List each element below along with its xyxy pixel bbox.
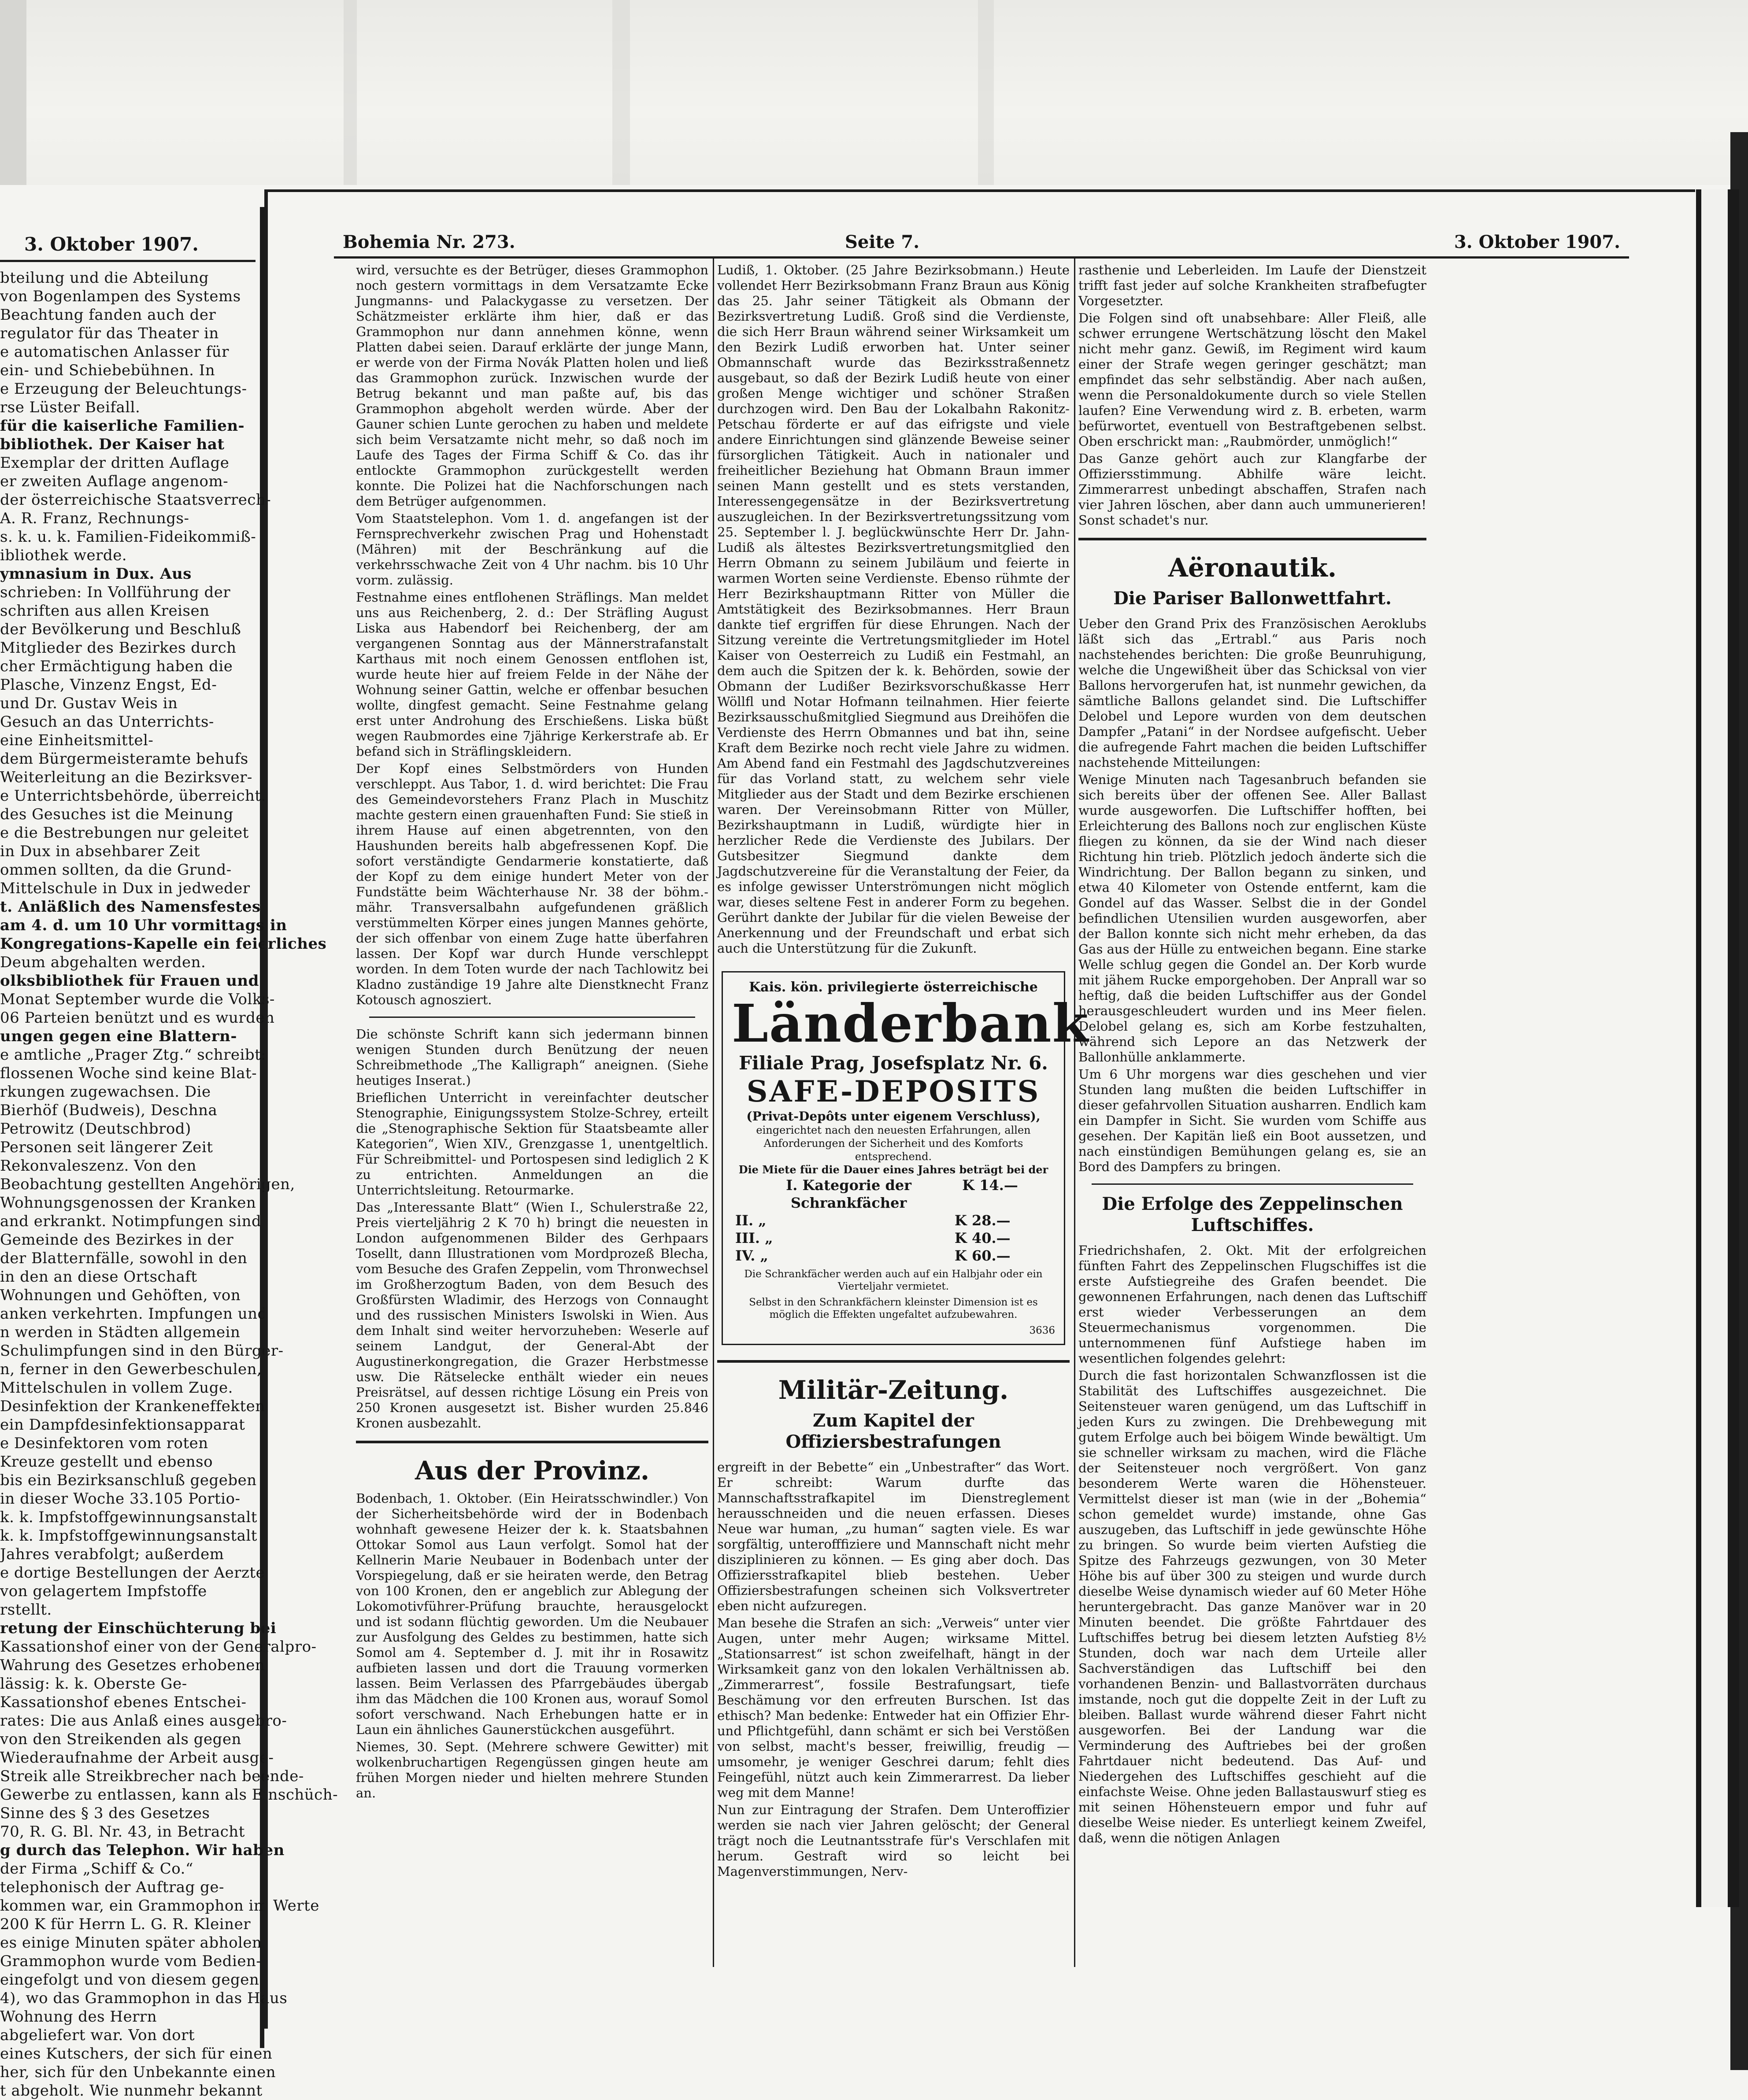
left-page-line: Kongregations-Kapelle ein feierliches	[0, 935, 327, 953]
left-page-line: lässig: k. k. Oberste Ge-	[0, 1675, 187, 1693]
left-page-line: bteilung und die Abteilung	[0, 269, 209, 287]
article-zeppelin: Durch die fast horizontalen Schwanzflossen ist die Stabilität des Luftschiffes ausgezeichnet. Die Seitensteuer waren genügend, um das Luftschiff in jeden Kurs zu zwingen. Die Drehbewegung mit gutem Erfolge auch bei böigem Winde bewältigt. Um sie schneller wirksam zu machen, wird die Fläche der Seitensteuer noch vergrößert. Von ganz besonderem Werte waren die Höhensteuer. Vermittelst dieser ist man (wie in der „Bohemia“ schon gemeldet wurde) imstande, ohne Gas auszugeben, das Luftschiff in jede gewünschte Höhe zu bringen. So wurde beim vierten Aufstieg die Spitze des Fahrzeugs gezwungen, von 30 Meter Höhe bis auf über 300 zu steigen und wurde durch dieselbe Weise dynamisch wieder auf 60 Meter Höhe heruntergebracht. Das ganze Manöver war in 20 Minuten beendet. Die größte Fahrtdauer des Luftschiffes betrug bei diesem letzten Aufstieg 8½ Stunden, doch war nach dem Urteile aller Sachverständigen das Luftschiff bei den vorhandenen Benzin- und Ballastvorräten durchaus imstande, noch gut die doppelte Zeit in der Luft zu bleiben. Ballast wurde während dieser Fahrt nicht ausgeworfen. Bei der Landung war die Verminderung des Auftriebes bei der großen Fahrtdauer nicht bedeutend. Das Auf- und Niedergehen des Luftschiffes geschieht auf die einfachste Weise. Ohne jeden Ballastauswurf stieg es mit seinen Höhensteuern empor und fuhr auf dieselbe Weise nieder. Es unterliegt keinem Zweifel, daß, wenn die nötigen Anlagen	[1078, 1368, 1426, 1845]
left-page-line: bis ein Bezirksanschluß gegeben	[0, 1471, 257, 1489]
left-page-line: rstellt.	[0, 1601, 52, 1619]
left-page-line: rkungen zugewachsen. Die	[0, 1083, 211, 1101]
left-page-line: e dortige Bestellungen der Aerzte	[0, 1564, 265, 1582]
article-offiziersbestrafungen: Nun zur Eintragung der Strafen. Dem Unteroffizier werden sie nach vier Jahren gelöscht; der General trägt noch die Leutnantsstrafe für's Verschlafen mit herum. Gestraft wird so leicht bei Magenverstimmungen, Nerv-	[717, 1802, 1070, 1879]
left-header-rule	[0, 260, 256, 262]
separator	[1092, 1183, 1413, 1185]
scan-stripe	[978, 0, 994, 185]
section-title-provinz: Aus der Provinz.	[415, 1456, 650, 1486]
separator	[1078, 538, 1426, 540]
ad-line: Selbst in den Schrankfächern kleinster Dimension ist es möglich die Effekten ungefaltet aufzubewahren.	[749, 1297, 1038, 1320]
left-page	[0, 207, 338, 2100]
header-date: 3. Oktober 1907.	[1454, 232, 1620, 252]
left-page-line: s. k. u. k. Familien-Fideikommiß-	[0, 528, 256, 546]
left-page-line: kommen war, ein Grammophon im Werte	[0, 1897, 319, 1915]
left-page-line: olksbibliothek für Frauen und	[0, 972, 259, 990]
article-title-ballonwettfahrt: Die Pariser Ballonwettfahrt.	[1113, 588, 1392, 609]
left-page-line: Monat September wurde die Volks-	[0, 991, 275, 1008]
left-page-line: e die Bestrebungen nur geleitet	[0, 824, 249, 842]
left-page-line: Exemplar der dritten Auflage	[0, 454, 230, 472]
column-2	[717, 262, 1089, 1879]
left-page-line: A. R. Franz, Rechnungs-	[0, 510, 189, 527]
ad-category: II. „	[735, 1212, 767, 1229]
ad-price-row	[732, 1212, 1055, 1229]
notice-schrift: Die schönste Schrift kann sich jedermann binnen wenigen Stunden durch Benützung der neuen Schreibmethode „The Kalligraph“ aneignen. (Siehe heutiges Inserat.)	[356, 1027, 708, 1088]
ad-category: III. „	[735, 1230, 773, 1246]
notice-unterricht: Brieflichen Unterricht in vereinfachter deutscher Stenographie, Einigungssystem Stolze-Schrey, erteilt die „Stenographische Sektion für Staatsbeamte aller Kategorien“, Wien XIV., Grenzgasse 1, unentgeltlich. Für Schreibmittel- und Portospesen sind lediglich 2 K zu entrichten. Anmeldungen an die Unterrichtsleitung. Retourmarke.	[356, 1090, 708, 1198]
left-page-line: der Bevölkerung und Beschluß	[0, 621, 241, 638]
left-page-line: Jahres verabfolgt; außerdem	[0, 1545, 224, 1563]
left-page-line: e Erzeugung der Beleuchtungs-	[0, 380, 247, 398]
article-offiziersbestrafungen-cont: Das Ganze gehört auch zur Klangfarbe der Offiziersstimmung. Abhilfe wäre leicht. Zimmerarrest unbedingt abschaffen, Strafen nach vier Jahren löschen, aber dann auch ummunerieren! Sonst schadet's nur.	[1078, 451, 1426, 528]
article-title-offiziersbestrafungen: Zum Kapitel der Offiziersbestrafungen	[785, 1410, 1001, 1452]
column-3	[1078, 262, 1426, 1846]
left-page-line: in den an diese Ortschaft	[0, 1268, 197, 1286]
left-page-line: Weiterleitung an die Bezirksver-	[0, 769, 252, 786]
left-page-line: der österreichische Staatsverrech-	[0, 491, 271, 509]
separator	[356, 1441, 708, 1443]
article-offiziersbestrafungen-cont: rasthenie und Leberleiden. Im Laufe der Dienstzeit trifft fast jeder auf solche Krankheiten strafbefugter Vorgesetzter.	[1078, 262, 1426, 308]
left-page-line: Wiederaufnahme der Arbeit ausge-	[0, 1749, 274, 1767]
left-page-line: e Desinfektoren vom roten	[0, 1435, 208, 1452]
left-page-line: rates: Die aus Anlaß eines ausgebro-	[0, 1712, 287, 1730]
left-page-line: 200 K für Herrn L. G. R. Kleiner	[0, 1915, 251, 1933]
scan-stripe	[344, 0, 357, 185]
left-page-line: es einige Minuten später abholen	[0, 1934, 262, 1952]
left-page-column	[0, 269, 338, 2100]
separator	[717, 1360, 1070, 1363]
left-page-line: eine Einheitsmittel-	[0, 732, 154, 749]
left-page-line: ein Dampfdesinfektionsapparat	[0, 1416, 245, 1434]
left-page-line: g durch das Telephon. Wir haben	[0, 1841, 285, 1859]
book-page-edges	[1696, 189, 1739, 1907]
article-title-zeppelin: Die Erfolge des Zeppelinschen Luftschiffes.	[1102, 1194, 1403, 1235]
left-page-line: Streik alle Streikbrecher nach beende-	[0, 1767, 304, 1785]
article-festnahme: Festnahme eines entflohenen Sträflings. Man meldet uns aus Reichenberg, 2. d.: Der Sträfling August Liska aus Habendorf bei Reichenberg, der am vergangenen Sonntag aus der Männerstrafanstalt Karthaus mit noch einem Genossen entflohen ist, wurde heute hier auf freiem Felde in der Nähe der Wohnung seiner Gattin, welche er offenbar besuchen wollte, dingfest gemacht. Seine Festnahme gelang erst unter Androhung des Erschießens. Liska büßt wegen Raubmordes eine 7jährige Kerkerstrafe ab. Er befand sich in Sträflingskleidern.	[356, 590, 708, 759]
left-page-line: ein- und Schiebebühnen. In	[0, 362, 215, 379]
article-ballonwettfahrt: Ueber den Grand Prix des Französischen Aeroklubs läßt sich das „Ertrabl.“ aus Paris noch nachstehendes berichten: Die große Beunruhigung, welche die Ungewißheit über das Schicksal von vier Ballons hervorgerufen hat, ist nunmehr gewichen, da sämtliche Ballons gelandet sind. Die Luftschiffer Delobel und Lepore wurden von dem deutschen Dampfer „Patani“ in der Nordsee aufgefischt. Ueber die aufregende Fahrt machen die beiden Luftschiffer nachstehende Mitteilungen:	[1078, 616, 1426, 770]
left-page-line: t. Anläßlich des Namensfestes	[0, 898, 261, 916]
left-page-line: her, sich für den Unbekannte einen	[0, 2063, 276, 2081]
left-page-line: Mitglieder des Bezirkes durch	[0, 639, 237, 657]
header-page-number: Seite 7.	[845, 232, 920, 252]
left-page-line: Beachtung fanden auch der	[0, 306, 216, 324]
left-page-line: rse Lüster Beifall.	[0, 399, 141, 416]
left-page-line: flossenen Woche sind keine Blat-	[0, 1065, 257, 1082]
left-page-line: für die kaiserliche Familien-	[0, 417, 245, 435]
scan-background-top	[0, 0, 1748, 185]
left-page-line: Wohnungen und Gehöften, von	[0, 1287, 241, 1304]
ad-code: 3636	[1029, 1325, 1055, 1336]
left-page-line: Plasche, Vinzenz Engst, Ed-	[0, 676, 217, 694]
column-rule	[713, 258, 714, 1967]
ad-line: eingerichtet nach den neuesten Erfahrungen, allen Anforderungen der Sicherheit und des Komforts entsprechend.	[756, 1124, 1031, 1163]
left-page-line: and erkrankt. Notimpfungen sind	[0, 1213, 262, 1230]
right-page	[264, 189, 1695, 2029]
ad-price: K 14.—	[962, 1177, 1018, 1194]
article-offiziersbestrafungen-cont: Die Folgen sind oft unabsehbare: Aller Fleiß, alle schwer errungene Wertschätzung löscht den Makel nicht mehr ganz. Gewiß, im Regiment wird kaum einer der Strafe wegen geringer geschätzt; man empfindet das sehr selbständig. Aber nach außen, wenn die Personaldokumente durch so viele Stellen laufen? Eine Verwendung wird z. B. erbeten, warm befürwortet, eventuell von Bestraftgebenen selbst. Oben erschrickt man: „Raubmörder, unmöglich!“	[1078, 311, 1426, 449]
ad-price-row	[732, 1229, 1055, 1247]
left-page-line: eingefolgt und von diesem gegen	[0, 1971, 259, 1989]
ad-line: (Privat-Depôts unter eigenem Verschluss),	[746, 1109, 1041, 1124]
separator	[369, 1017, 695, 1018]
article-ludiss: Ludiß, 1. Oktober. (25 Jahre Bezirksobmann.) Heute vollendet Herr Bezirksobmann Franz Braun aus König das 25. Jahr seiner Tätigkeit als Obmann der Bezirksvertretung Ludiß. Groß sind die Verdienste, die sich Herr Braun während seiner Wirksamkeit um den Bezirk Ludiß erworben hat. Unter seiner Obmannschaft wurde das Bezirksstraßennetz ausgebaut, so daß der Bezirk Ludiß heute von einer großen Menge wichtiger und schöner Straßen durchzogen wird. Den Bau der Lokalbahn Rakonitz-Petschau förderte er auf das eifrigste und viele andere Einrichtungen sind glänzende Beweise seiner fürsorglichen Tätigkeit. Auch in nationaler und freiheitlicher Beziehung hat Obmann Braun immer seinen Mann gestellt und es stets verstanden, Interessengegensätze in der Bezirksvertretung auszugleichen. In der Bezirksvertretungssitzung vom 25. September l. J. beglückwünschte Herr Dr. Jahn-Ludiß als ältestes Bezirksvertretungsmitglied den Herrn Obmann zu seinem Jubiläum und feierte in warmen Worten seine Verdienste. Ebenso rühmte der Herr Bezirkshauptmann Ritter von Müller die Amtstätigkeit des Bezirksobmannes. Herr Braun dankte tief ergriffen für diese Ehrungen. Nach der Sitzung vereinte die Vertretungsmitglieder im Hotel Kaiser von Oesterreich zu Ludiß ein Festmahl, an dem auch die Spitzen der k. k. Behörden, sowie der Obmann der Ludißer Bezirksvorschußkasse Herr Wöllfl und Notar Hofmann teilnahmen. Hier feierte Bezirksausschußmitglied Siegmund aus Dreihöfen die Verdienste des Herrn Obmannes und bat ihn, seine Kraft dem Bezirke noch recht viele Jahre zu widmen. Am Abend fand ein Festmahl des Jagdschutzvereines für das Vorland statt, zu welchem sehr viele Mitglieder aus der Stadt und dem Bezirke erschienen waren. Der Vereinsobmann Ritter von Müller, Bezirkshauptmann in Ludiß, würdigte hier in herzlicher Rede die Verdienste des Jubilars. Der Gutsbesitzer Siegmund dankte dem Jagdschutzvereine für die Veranstaltung der Feier, da es infolge gewisser Unterströmungen nicht möglich war, dieses seltene Fest in anderer Form zu begehen. Gerührt dankte der Jubilar für die vielen Beweise der Anerkennung und der Freundschaft und erbat sich auch die Unterstützung für die Zukunft.	[717, 262, 1070, 956]
ad-category: IV. „	[735, 1247, 768, 1264]
left-page-line: und Dr. Gustav Weis in	[0, 695, 178, 712]
left-page-line: der Firma „Schiff & Co.“	[0, 1860, 193, 1878]
section-title-militaer: Militär-Zeitung.	[778, 1375, 1009, 1405]
left-page-line: Sinne des § 3 des Gesetzes	[0, 1804, 210, 1822]
left-page-line: Petrowitz (Deutschbrod)	[0, 1120, 191, 1138]
left-page-line: von den Streikenden als gegen	[0, 1730, 241, 1748]
ad-category: I. Kategorie der Schrankfächer	[786, 1177, 912, 1211]
header-rule	[334, 256, 1629, 259]
column-rule	[1074, 258, 1075, 1967]
left-page-line: bibliothek. Der Kaiser hat	[0, 436, 225, 453]
left-page-line: in dieser Woche 33.105 Portio-	[0, 1490, 241, 1508]
left-page-line: 70, R. G. Bl. Nr. 43, in Betracht	[0, 1823, 245, 1841]
left-page-line: Deum abgehalten werden.	[0, 954, 206, 971]
left-page-line: Grammophon wurde vom Bedien-	[0, 1952, 262, 1970]
left-page-line: 4), wo das Grammophon in das Haus	[0, 1989, 288, 2007]
notice-interessante-blatt: Das „Interessante Blatt“ (Wien I., Schulerstraße 22, Preis vierteljährig 2 K 70 h) bringt die neuesten in London aufgenommenen Bilder des Gerhpaars Tosellt, dann Illustrationen vom Mordprozeß Blecha, vom Besuche des Grafen Zeppelin, vom Thronwechsel im Großherzogtum Baden, von dem Besuch des Großfürsten Wladimir, des Herzogs von Connaught und des russischen Ministers Iswolski in Wien. Aus dem Inhalt sind weiter hervorzuheben: Weserle auf seinem Landgut, der General-Abt der Augustinerkongregation, die Grazer Herbstmesse usw. Die Rätselecke enthält wieder ein neues Preisrätsel, auf dessen richtige Lösung ein Preis von 250 Kronen ausgesetzt ist. Bisher wurden 25.846 Kronen ausbezahlt.	[356, 1200, 708, 1431]
left-page-line: cher Ermächtigung haben die	[0, 658, 233, 675]
left-page-line: Desinfektion der Krankeneffekten	[0, 1398, 265, 1415]
left-page-line: ommen sollten, da die Grund-	[0, 861, 232, 879]
left-page-line: t abgeholt. Wie nunmehr bekannt	[0, 2082, 263, 2100]
article-offiziersbestrafungen: Man besehe die Strafen an sich: „Verweis“ unter vier Augen, unter mehr Augen; wirksame Mittel. „Stationsarrest“ ist schon zweifelhaft, hängt in der Wirksamkeit ganz von den lokalen Verhältnissen ab. „Zimmerarrest“, fossile Bestrafungsart, tiefe Beschämung vor den erfreuten Burschen. Ist das ethisch? Man bedenke: Entweder hat ein Offizier Ehr- und Pflichtgefühl, dann schämt er sich bei Verstößen von selbst, macht's besser, freiwillig, freudig — umsomehr, je weniger Geschrei darum; fehlt dies Feingefühl, nützt auch kein Zimmerarrest. Da lieber weg mit dem Manne!	[717, 1616, 1070, 1800]
header-paper-name: Bohemia Nr. 273.	[343, 232, 515, 252]
left-page-line: Wohnung des Herrn	[0, 2008, 157, 2026]
left-page-line: n werden in Städten allgemein	[0, 1324, 241, 1341]
left-page-date: 3. Oktober 1907.	[24, 233, 199, 255]
left-page-line: ymnasium in Dux. Aus	[0, 565, 192, 583]
left-page-line: telephonisch der Auftrag ge-	[0, 1878, 224, 1896]
left-page-line: ibliothek werde.	[0, 547, 127, 564]
ad-line: Die Schrankfächer werden auch auf ein Halbjahr oder ein Vierteljahr vermietet.	[744, 1268, 1043, 1292]
article-ballonwettfahrt: Wenige Minuten nach Tagesanbruch befanden sie sich bereits über der offenen See. Aller Ballast wurde ausgeworfen. Die Luftschiffer hofften, bei Erleichterung des Ballons noch zur englischen Küste fliegen zu können, da sie der Wind nach dieser Richtung hin trieb. Plötzlich jedoch änderte sich die Windrichtung. Der Ballon begann zu sinken, und etwa 40 Kilometer von Ostende entfernt, kam die Gondel auf das Wasser. Selbst die in der Gondel befindlichen Utensilien wurden ausgeworfen, aber der Ballon konnte sich nicht mehr erheben, da das Gas aus der Hülle zu entweichen begann. Eine starke Welle schlug gegen die Gondel an. Der Korb wurde mit jähem Rucke emporgehoben. Der Anprall war so heftig, daß die beiden Luftschiffer aus der Gondel herausgeschleudert wurden und ins Meer fielen. Delobel gelang es, sich am Korbe festzuhalten, während sich Lepore an das Netzwerk der Ballonhülle anklammerte.	[1078, 772, 1426, 1065]
ad-bank-name: Länderbank	[732, 993, 1089, 1054]
column-1	[356, 262, 708, 1801]
left-page-line: k. k. Impfstoffgewinnungsanstalt	[0, 1508, 257, 1526]
left-page-line: Mittelschulen in vollem Zuge.	[0, 1379, 233, 1397]
left-page-line: regulator für das Theater in	[0, 325, 219, 342]
left-page-line: e amtliche „Prager Ztg.“ schreibt:	[0, 1046, 267, 1064]
scan-stripe	[612, 0, 630, 185]
article-zeppelin: Friedrichshafen, 2. Okt. Mit der erfolgreichen fünften Fahrt des Zeppelinschen Flugschiffes ist die erste Aufstiegreihe des Grafen beendet. Die gewonnenen Erfahrungen, nach denen das Luftschiff erst wieder Verbesserungen an dem Steuermechanismus vorgenommen. Die unternommenen fünf Aufstiege haben im wesentlichen folgendes gelehrt:	[1078, 1243, 1426, 1366]
left-page-line: Mittelschule in Dux in jedweder	[0, 880, 250, 897]
left-page-line: der Blatternfälle, sowohl in den	[0, 1250, 248, 1267]
left-page-line: von Bogenlampen des Systems	[0, 288, 241, 305]
left-page-line: eines Kutschers, der sich für einen	[0, 2045, 273, 2063]
binding-shadow	[0, 0, 26, 185]
left-page-line: Rekonvaleszenz. Von den	[0, 1157, 196, 1175]
ad-price-row	[732, 1247, 1055, 1264]
left-page-line: dem Bürgermeisteramte behufs	[0, 750, 248, 768]
left-page-line: Gesuch an das Unterrichts-	[0, 713, 214, 731]
left-page-line: Beobachtung gestellten Angehörigen,	[0, 1176, 295, 1193]
ad-branch: Filiale Prag, Josefsplatz Nr. 6.	[739, 1052, 1048, 1074]
left-page-line: Gemeinde des Bezirkes in der	[0, 1231, 234, 1249]
left-page-line: Schulimpfungen sind in den Bürger-	[0, 1342, 284, 1360]
left-page-line: schrieben: In Vollführung der	[0, 584, 231, 601]
left-page-line: Bierhöf (Budweis), Deschna	[0, 1102, 218, 1119]
left-page-line: 06 Parteien benützt und es wurden	[0, 1009, 275, 1027]
ad-safe-deposits: SAFE-DEPOSITS	[746, 1074, 1041, 1109]
left-page-line: Kassationshof einer von der Generalpro-	[0, 1638, 317, 1656]
left-page-line: k. k. Impfstoffgewinnungsanstalt	[0, 1527, 257, 1545]
ad-price: K 40.—	[955, 1230, 1011, 1246]
left-page-line: am 4. d. um 10 Uhr vormittags in	[0, 917, 287, 934]
left-page-line: Wahrung des Gesetzes erhobenen	[0, 1656, 265, 1674]
left-page-line: Wohnungsgenossen der Kranken	[0, 1194, 256, 1212]
ad-line: Die Miete für die Dauer eines Jahres beträgt bei der	[738, 1163, 1048, 1176]
left-page-line: n, ferner in den Gewerbeschulen,	[0, 1361, 262, 1378]
left-page-line: retung der Einschüchterung bei	[0, 1619, 277, 1637]
left-page-line: er zweiten Auflage angenom-	[0, 473, 229, 490]
article-grammophon-end: wird, versuchte es der Betrüger, dieses Grammophon noch gestern vormittags in dem Versatzamte Ecke Jungmanns- und Palackygasse zu versetzen. Der Schätzmeister erklärte ihm hier, daß er das Grammophon nur dann annehmen könne, wenn Platten dabei seien. Darauf erklärte der junge Mann, er werde von der Firma Novák Platten holen und ließ das Grammophon zurück. Inzwischen wurde der Betrug bekannt und man paßte auf, bis das Grammophon abgeholt werden würde. Aber der Gauner schien Lunte gerochen zu haben und meldete sich beim Versatzamte nicht mehr, so daß noch im Laufe des Tages der Firma Schiff & Co. das ihr entlockte Grammophon zurückgestellt werden konnte. Die Polizei hat die Nachforschungen nach dem Betrüger aufgenommen.	[356, 262, 708, 509]
left-page-line: ungen gegen eine Blattern-	[0, 1028, 237, 1045]
left-page-line: schriften aus allen Kreisen	[0, 602, 210, 620]
left-page-line: Kassationshof ebenes Entschei-	[0, 1693, 247, 1711]
article-bodenbach: Bodenbach, 1. Oktober. (Ein Heiratsschwindler.) Von der Sicherheitsbehörde wird der in Bodenbach wohnhaft gewesene Heizer der k. k. Staatsbahnen Ottokar Somol aus Laun verfolgt. Somol hat der Kellnerin Marie Neubauer in Bodenbach unter der Vorspiegelung, daß er sie heiraten werde, den Betrag von 100 Kronen, den er angeblich zur Ablegung der Lokomotivführer-Prüfung brauchte, herausgelockt und ist sodann flüchtig geworden. Um die Neubauer zur Ausfolgung des Geldes zu bestimmen, hatte sich Somol am 4. September d. J. mit ihr in Rosawitz aufbieten lassen und dort die Trauung vormerken lassen. Beim Verlassen des Pfarrgebäudes übergab ihm das Mädchen die 100 Kronen aus, worauf Somol sofort verschwand. Nach Erhebungen hatte er in Laun ein ähnliches Gaunerstückchen ausgeführt.	[356, 1491, 708, 1737]
ad-price: K 60.—	[955, 1247, 1011, 1264]
left-page-line: abgeliefert war. Von dort	[0, 2026, 195, 2044]
section-title-aeronautik: Aëronautik.	[1168, 553, 1337, 583]
left-page-line: anken verkehrten. Impfungen und	[0, 1305, 267, 1323]
left-page-line: e Unterrichtsbehörde, überreicht.	[0, 787, 266, 805]
article-offiziersbestrafungen: ergreift in der Bebette“ ein „Unbestrafter“ das Wort. Er schreibt: Warum durfte das Mannschaftsstrafkapitel im Dienstreglement herausschneiden und die neuen erfassen. Dieses Neue war human, „zu human“ sagten viele. Es war sorgfältig, unterofffiziere und Mannschaft nicht mehr disziplinieren zu können. — Es ging aber doch. Das Offiziersstrafkapitel blieb bestehen. Ueber Offiziersbestrafungen scheinen sich Volksvertreter eben nicht aufzuregen.	[717, 1460, 1070, 1613]
article-ballonwettfahrt: Um 6 Uhr morgens war dies geschehen und vier Stunden lang mußten die beiden Luftschiffer in dieser gefahrvollen Situation ausharren. Endlich kam ein Dampfer in Sicht. Sie wurden vom Schiffe aus gesehen. Der Kapitän ließ ein Boot aussetzen, und nach einstündigen Bemühungen gelang es, sie an Bord des Dampfers zu bringen.	[1078, 1067, 1426, 1174]
left-page-line: Personen seit längerer Zeit	[0, 1139, 213, 1156]
article-niemes: Niemes, 30. Sept. (Mehrere schwere Gewitter) mit wolkenbruchartigen Regengüssen gingen heute am frühen Morgen nieder und hielten mehrere Stunden an.	[356, 1739, 708, 1801]
advertisement-laenderbank	[722, 971, 1089, 1345]
left-page-line: Gewerbe zu entlassen, kann als Einschüch-	[0, 1786, 338, 1804]
left-page-line: von gelagertem Impfstoffe	[0, 1582, 207, 1600]
left-page-line: Kreuze gestellt und ebenso	[0, 1453, 213, 1471]
article-kopf-selbstmoerder: Der Kopf eines Selbstmörders von Hunden verschleppt. Aus Tabor, 1. d. wird berichtet: Die Frau des Gemeindevorstehers Franz Plach in Muschitz machte gestern einen grauenhaften Fund: Sie stieß in ihrem Hause auf einen abgetrennten, von den Haushunden bereits halb abgefressenen Kopf. Die sofort verständigte Gendarmerie konstatierte, daß der Kopf zu dem einige hundert Meter von der Fundstätte beim Wächterhause Nr. 38 der böhm.-mähr. Transversalbahn aufgefundenen gräßlich verstümmelten Körper eines jungen Mannes gehörte, der sich offenbar von einem Zuge hatte überfahren lassen. Der Kopf war durch Hunde verschleppt worden. In dem Toten wurde der nach Tachlowitz bei Kladno zuständige 19 Jahre alte Dienstknecht Franz Kotousch agnosziert.	[356, 761, 708, 1007]
ad-line: Kais. kön. privilegierte österreichische	[749, 980, 1038, 995]
left-page-line: in Dux in absehbarer Zeit	[0, 843, 200, 860]
left-page-line: des Gesuches ist die Meinung	[0, 806, 233, 823]
article-staatstelephon: Vom Staatstelephon. Vom 1. d. angefangen ist der Fernsprechverkehr zwischen Prag und Hohenstadt (Mähren) mit der Beschränkung auf die verkehrsschwache Zeit von 4 Uhr nachm. bis 10 Uhr vorm. zulässig.	[356, 511, 708, 588]
ad-price: K 28.—	[955, 1212, 1011, 1229]
left-page-line: e automatischen Anlasser für	[0, 343, 229, 361]
ad-price-row	[732, 1176, 1055, 1212]
